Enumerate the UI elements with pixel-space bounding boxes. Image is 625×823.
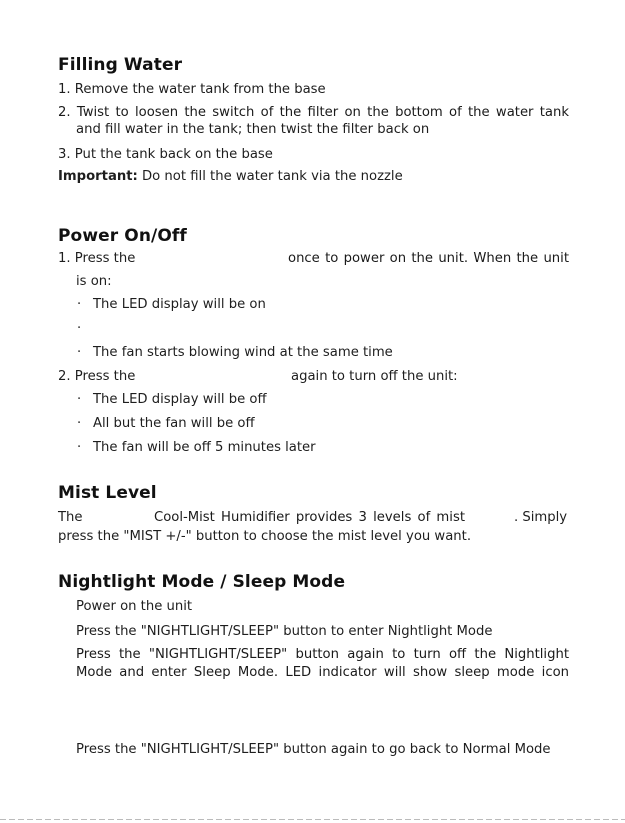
nightlight-line-2: Press the "NIGHTLIGHT/SLEEP" button to enter Nightlight Mode [76, 624, 493, 639]
bullet-mark: · [77, 321, 82, 336]
filling-step-2-line-2: and fill water in the tank; then twist the filter back on [76, 122, 430, 137]
nightlight-line-4: Mode and enter Sleep Mode. LED indicator will show sleep mode icon [76, 665, 569, 680]
section-title-filling-water: Filling Water [58, 55, 183, 75]
mist-line-1-start: The [58, 510, 83, 525]
power-bullet-fan-starts: The fan starts blowing wind at the same time [93, 345, 393, 360]
section-title-power: Power On/Off [58, 226, 187, 246]
power-step-1-start: 1. Press the [58, 251, 136, 266]
important-note [58, 169, 403, 185]
mist-line-2: press the "MIST +/-" button to choose the mist level you want. [58, 529, 472, 544]
power-step-2-end: again to turn off the unit: [291, 369, 458, 384]
bullet-mark: · [77, 416, 82, 431]
power-bullet-all-off: All but the fan will be off [93, 416, 255, 431]
mist-line-1-end: . Simply [514, 510, 568, 525]
bullet-mark: · [77, 297, 82, 312]
power-step-1-cont: is on: [76, 274, 112, 289]
page-bottom-edge [0, 819, 625, 820]
filling-step-3: 3. Put the tank back on the base [58, 147, 273, 162]
power-step-1-end: once to power on the unit. When the unit [288, 251, 569, 266]
mist-line-1-mid: Cool-Mist Humidifier provides 3 levels of mist [154, 510, 465, 525]
filling-step-2-line-1: 2. Twist to loosen the switch of the filter on the bottom of the water tank [58, 105, 569, 120]
important-label: Important: [58, 169, 138, 184]
power-step-2-start: 2. Press the [58, 369, 136, 384]
nightlight-line-5: Press the "NIGHTLIGHT/SLEEP" button again to go back to Normal Mode [76, 742, 551, 757]
nightlight-line-3: Press the "NIGHTLIGHT/SLEEP" button again to turn off the Nightlight [76, 647, 569, 662]
bullet-mark: · [77, 392, 82, 407]
section-title-mist-level: Mist Level [58, 483, 157, 503]
bullet-mark: · [77, 440, 82, 455]
section-title-nightlight: Nightlight Mode / Sleep Mode [58, 572, 346, 592]
nightlight-line-1: Power on the unit [76, 599, 193, 614]
important-text: Do not fill the water tank via the nozzle [137, 169, 403, 184]
bullet-mark: · [77, 345, 82, 360]
power-bullet-fan-later: The fan will be off 5 minutes later [93, 440, 316, 455]
filling-step-1: 1. Remove the water tank from the base [58, 82, 326, 97]
power-bullet-led-on: The LED display will be on [93, 297, 266, 312]
power-bullet-led-off: The LED display will be off [93, 392, 267, 407]
